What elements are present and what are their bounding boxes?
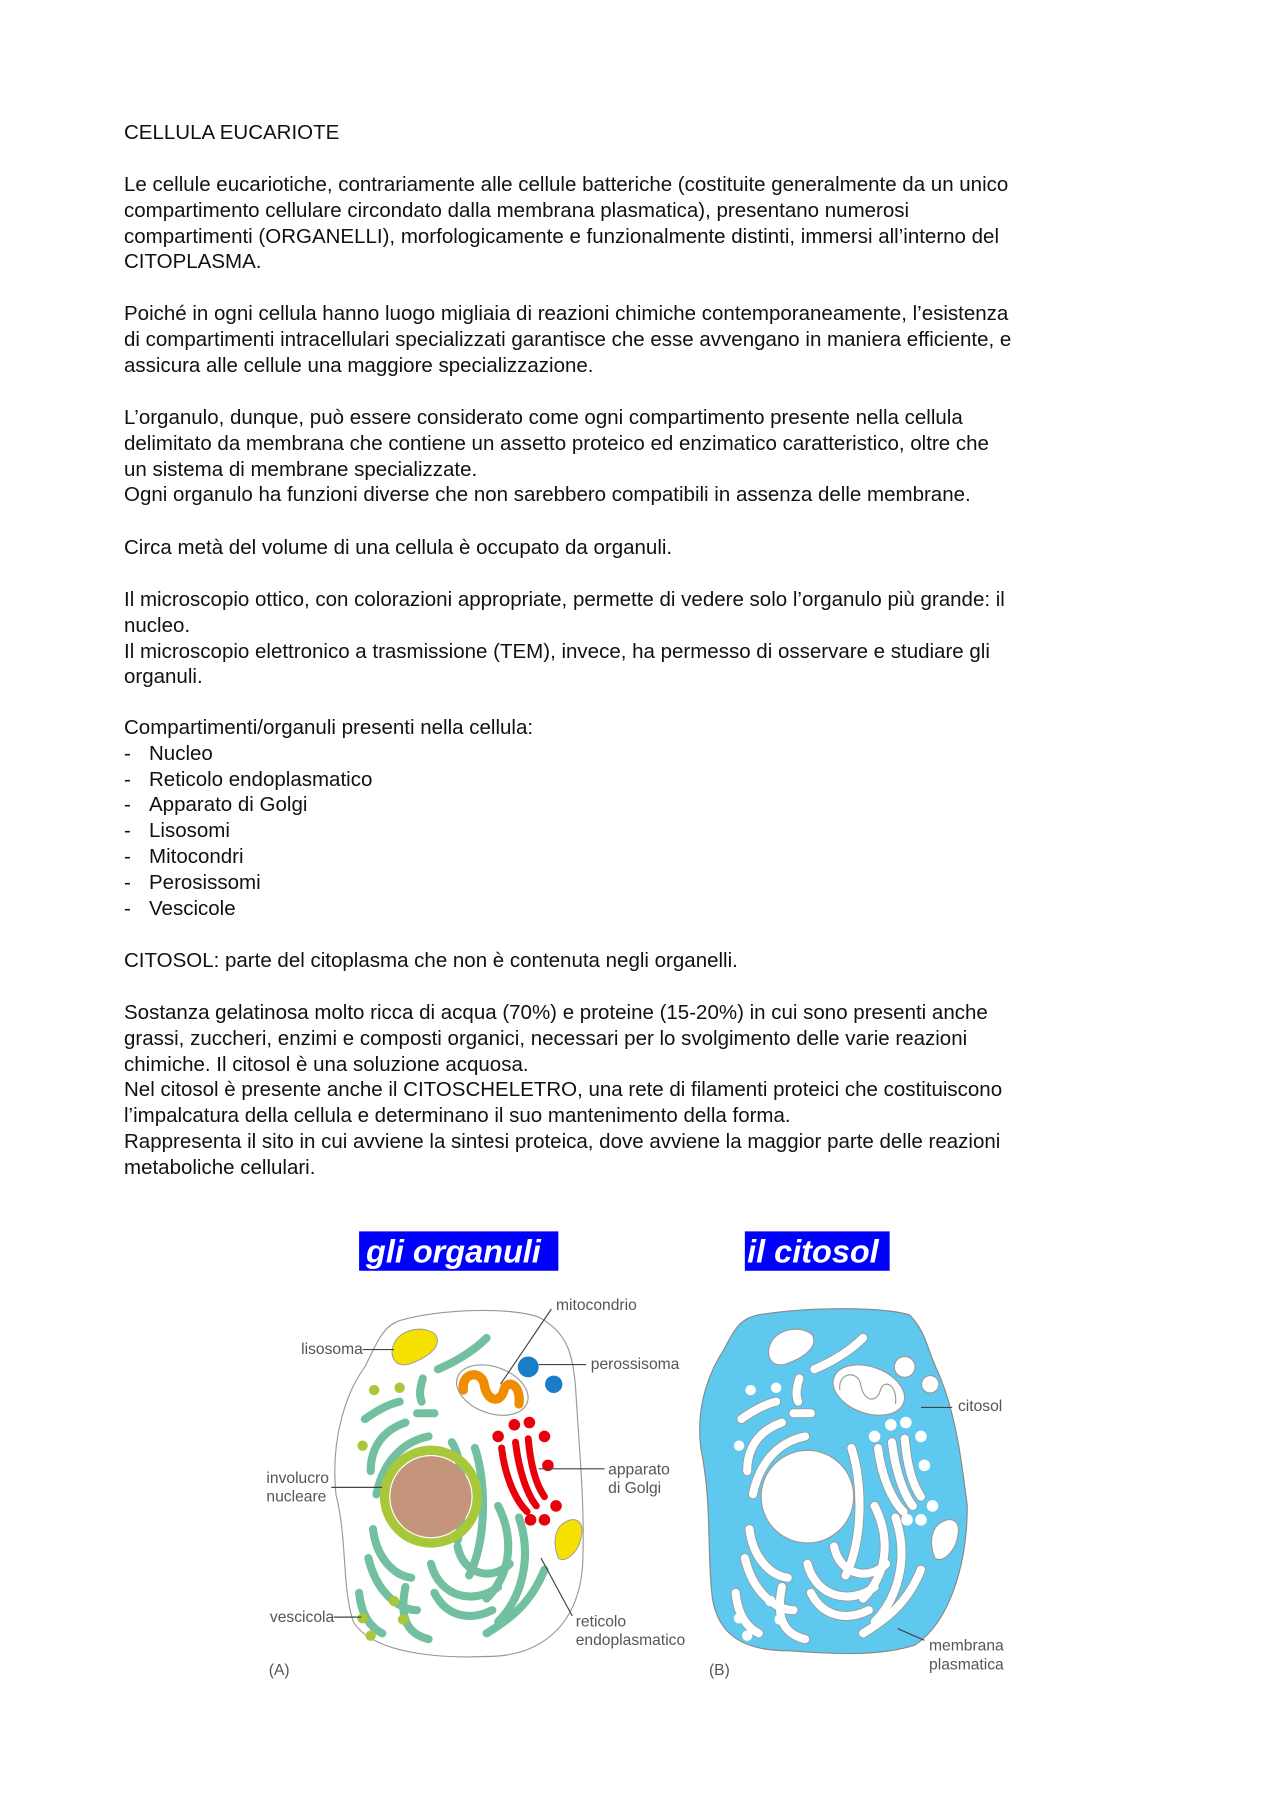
cell-a-organelles xyxy=(335,1310,583,1656)
text-line: Rappresenta il sito in cui avviene la sintesi proteica, dove avviene la maggior parte delle reazioni xyxy=(124,1129,1001,1153)
text-line: Ogni organulo ha funzioni diverse che non sarebbero compatibili in assenza delle membrane. xyxy=(124,483,971,507)
text-line: Il microscopio ottico, con colorazioni appropriate, permette di vedere solo l’organulo più grande: il xyxy=(124,588,1005,611)
text-line: organuli. xyxy=(124,665,203,689)
text-line: L’organulo, dunque, può essere considerato come ogni compartimento presente nella cellula xyxy=(124,406,963,429)
list-item-label: Vescicole xyxy=(149,896,236,920)
label-perossisoma: perossisoma xyxy=(590,1356,680,1374)
label-citosol: citosol xyxy=(957,1397,1003,1415)
text-line: un sistema di membrane specializzate. xyxy=(124,457,478,481)
label-vescicola: vescicola xyxy=(269,1608,335,1626)
text-line: compartimenti (ORGANELLI), morfologicamente e funzionalmente distinti, immersi all’interno del xyxy=(124,224,1000,248)
label-nucleare: nucleare xyxy=(266,1488,327,1506)
peroxisome-2 xyxy=(545,1376,562,1393)
panel-label-a: (A) xyxy=(268,1662,290,1680)
text-line: nucleo. xyxy=(124,613,191,637)
figure-title-cytosol: il citosol xyxy=(747,1233,879,1270)
text-line: assicura alle cellule una maggiore specializzazione. xyxy=(124,353,594,377)
bullet: - xyxy=(124,896,131,920)
text-line: l’impalcatura della cellula e determinano il suo mantenimento della forma. xyxy=(124,1104,791,1128)
label-lisosoma: lisosoma xyxy=(301,1341,363,1359)
text-line: metaboliche cellulari. xyxy=(124,1155,316,1179)
label-membrana: membrana xyxy=(929,1637,1004,1655)
figure-title-organelles: gli organuli xyxy=(366,1233,541,1270)
text-line: Le cellule eucariotiche, contrariamente alle cellule batteriche (costituite generalmente da un unico xyxy=(124,173,1009,196)
bullet: - xyxy=(124,741,131,765)
bullet: - xyxy=(124,767,131,791)
text-line: delimitato da membrana che contiene un assetto proteico ed enzimatico caratteristico, oltre che xyxy=(124,431,989,455)
text-line: Poiché in ogni cellula hanno luogo migliaia di reazioni chimiche contemporaneamente, l’esistenza xyxy=(124,302,1009,325)
text-line: CITOPLASMA. xyxy=(124,250,262,274)
list-item-label: Mitocondri xyxy=(149,844,244,868)
panel-label-b: (B) xyxy=(708,1662,730,1680)
text-line: Il microscopio elettronico a trasmissione (TEM), invece, ha permesso di osservare e studiare gli xyxy=(124,639,990,663)
label-di-golgi: di Golgi xyxy=(608,1480,662,1498)
document-title: CELLULA EUCARIOTE xyxy=(124,121,340,144)
list-item-label: Reticolo endoplasmatico xyxy=(149,767,373,791)
bullet: - xyxy=(124,870,131,894)
text-line: CITOSOL: parte del citoplasma che non è contenuta negli organelli. xyxy=(124,949,738,972)
text-line: grassi, zuccheri, enzimi e composti organici, necessari per lo svolgimento delle varie reazioni xyxy=(124,1026,968,1050)
text-line: compartimento cellulare circondato dalla membrana plasmatica), presentano numerosi xyxy=(124,198,910,222)
label-reticolo: reticolo xyxy=(575,1613,627,1631)
bullet: - xyxy=(124,844,131,868)
label-plasmatica: plasmatica xyxy=(929,1656,1004,1674)
list-item-label: Apparato di Golgi xyxy=(149,793,308,817)
bullet: - xyxy=(124,819,131,843)
bullet: - xyxy=(124,793,131,817)
label-apparato: apparato xyxy=(608,1461,670,1479)
text-line: di compartimenti intracellulari specializzati garantisce che esse avvengano in maniera efficiente, e xyxy=(124,327,1012,351)
label-endoplasmatico: endoplasmatico xyxy=(575,1631,686,1649)
cell-b-cytosol xyxy=(700,1309,968,1654)
list-heading: Compartimenti/organuli presenti nella cellula: xyxy=(124,716,534,739)
list-item-label: Perosissomi xyxy=(149,870,261,894)
text-line: chimiche. Il citosol è una soluzione acquosa. xyxy=(124,1052,529,1076)
list-item-label: Nucleo xyxy=(149,741,213,765)
label-involucro: involucro xyxy=(266,1469,329,1487)
nucleus xyxy=(385,1450,478,1543)
text-line: Nel citosol è presente anche il CITOSCHELETRO, una rete di filamenti proteici che costituiscono xyxy=(124,1078,1003,1102)
text-line: Sostanza gelatinosa molto ricca di acqua (70%) e proteine (15-20%) in cui sono presenti anche xyxy=(124,1001,988,1024)
peroxisome xyxy=(518,1356,539,1377)
label-mitocondrio: mitocondrio xyxy=(556,1297,637,1315)
text-line: Circa metà del volume di una cellula è occupato da organuli. xyxy=(124,536,673,559)
list-item-label: Lisosomi xyxy=(149,819,230,843)
